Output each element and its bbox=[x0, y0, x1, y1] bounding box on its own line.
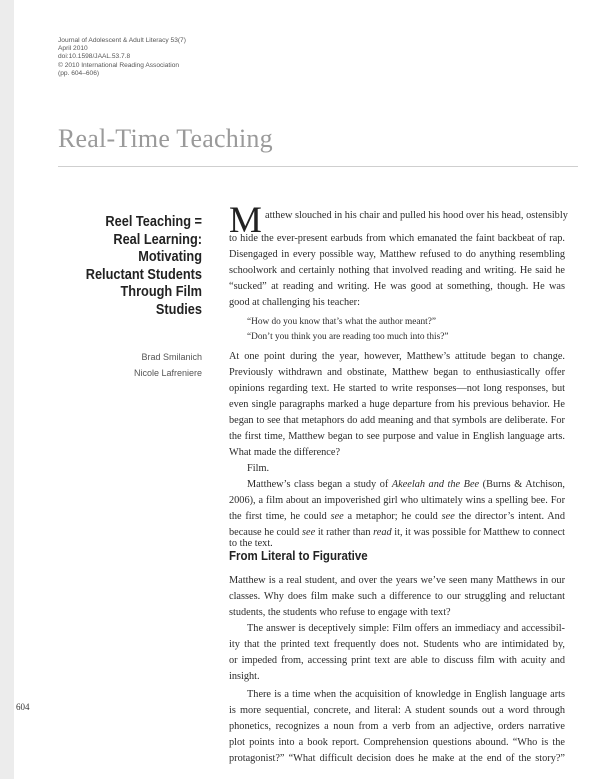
body-line: schoolwork and certainly nothing that involved reading and writing. He said he bbox=[229, 265, 565, 276]
subheading: From Literal to Figurative bbox=[229, 549, 368, 563]
article-title-line: Through Film bbox=[120, 284, 202, 300]
article-title-line: Reluctant Students bbox=[85, 266, 202, 283]
body-line: the first time, he could see a metaphor; he could see the director’s intent. And bbox=[229, 511, 565, 522]
body-line: is more sequential, concrete, and literal: A student sounds out a word through bbox=[229, 705, 565, 716]
body-line: Matthew’s class began a study of Akeelah and the Bee (Burns & Atchison, bbox=[247, 479, 565, 490]
body-line: students, the students who refuse to engage with text? bbox=[229, 607, 451, 618]
body-line: opinions regarding text. He started to write responses—not long responses, but bbox=[229, 383, 565, 394]
body-line: atthew slouched in his chair and pulled his hood over his head, ostensibly bbox=[265, 210, 568, 221]
body-line: protagonist?” “What difficult decision does he make at the end of the story?” bbox=[229, 753, 565, 764]
article-title bbox=[59, 214, 202, 319]
quote-line: “Don’t you think you are reading too much into this?” bbox=[247, 332, 449, 342]
body-line: ity that the printed text frequently does not. Students who are intimidated by, bbox=[229, 639, 565, 650]
article-title-line: Motivating bbox=[138, 249, 202, 265]
body-line: Previously withdrawn and obstinate, Matthew began to enthusiastically offer bbox=[229, 367, 565, 378]
author-name: Nicole Lafreniere bbox=[133, 367, 202, 378]
journal-meta bbox=[58, 37, 186, 78]
article-title-line: Real Learning: bbox=[113, 231, 202, 248]
body-line: to the text. bbox=[229, 538, 273, 549]
body-line: Film. bbox=[247, 463, 270, 474]
article-title-line: Studies bbox=[155, 301, 202, 318]
journal-name: Journal of Adolescent & Adult Literacy 53(7) bbox=[58, 37, 186, 44]
quote-line: “How do you know that’s what the author meant?” bbox=[247, 317, 436, 327]
body-line: What made the difference? bbox=[229, 447, 341, 458]
body-line: classes. Why does film make such a difference to our struggling and reluctant bbox=[229, 591, 565, 602]
body-line: even single paragraphs marked a huge departure from his previous behavior. He bbox=[229, 399, 565, 410]
title-rule bbox=[58, 166, 578, 167]
body-line: Disengaged in every possible way, Matthew refused to do anything resembling bbox=[229, 249, 565, 260]
body-line: “sucked” at reading and writing. He was good at something, though. He was bbox=[229, 281, 565, 292]
body-line: the first time, Matthew began to see purpose and value in English language arts. bbox=[229, 431, 565, 442]
body-line: There is a time when the acquisition of knowledge in English language arts bbox=[247, 689, 565, 700]
author-name: Brad Smilanich bbox=[141, 352, 202, 362]
body-line: phonetics, recognizes a noun from a verb from an adjective, orders narrative bbox=[229, 721, 565, 732]
article-title-line: Reel Teaching = bbox=[105, 214, 202, 230]
journal-doi: doi:10.1598/JAAL.53.7.8 bbox=[58, 53, 131, 61]
drop-cap: M bbox=[229, 200, 262, 241]
body-line: Matthew is a real student, and over the years we’ve seen many Matthews in our bbox=[229, 575, 565, 586]
body-line: began to see that metaphors do add meaning and that symbols are deliberate. For bbox=[229, 415, 565, 426]
body-line: to hide the ever-present earbuds from which emanated the faint backbeat of rap. bbox=[229, 233, 565, 244]
body-line: The answer is deceptively simple: Film offers an immediacy and accessibil- bbox=[247, 623, 565, 634]
body-line: At one point during the year, however, Matthew’s attitude began to change. bbox=[229, 351, 565, 362]
page-number: 604 bbox=[16, 702, 30, 712]
journal-pages: (pp. 604–606) bbox=[58, 69, 100, 77]
journal-copyright: © 2010 International Reading Association bbox=[58, 61, 180, 69]
body-line: good at challenging his teacher: bbox=[229, 297, 360, 308]
body-line: insight. bbox=[229, 671, 260, 682]
authors bbox=[90, 350, 202, 381]
section-title: Real-Time Teaching bbox=[58, 124, 273, 153]
body-line: or impeded from, accessing print text are able to discuss film with acuity and bbox=[229, 655, 565, 666]
margin-bar bbox=[0, 0, 14, 779]
journal-date: April 2010 bbox=[58, 45, 88, 53]
body-line: 2006), a film about an impoverished girl who ultimately wins a spelling bee. For bbox=[229, 495, 565, 506]
body-line: plot points into a book report. Comprehension questions abound. “Who is the bbox=[229, 737, 565, 748]
body-line: because he could see it rather than read it, it was possible for Matthew to connect bbox=[229, 527, 566, 538]
